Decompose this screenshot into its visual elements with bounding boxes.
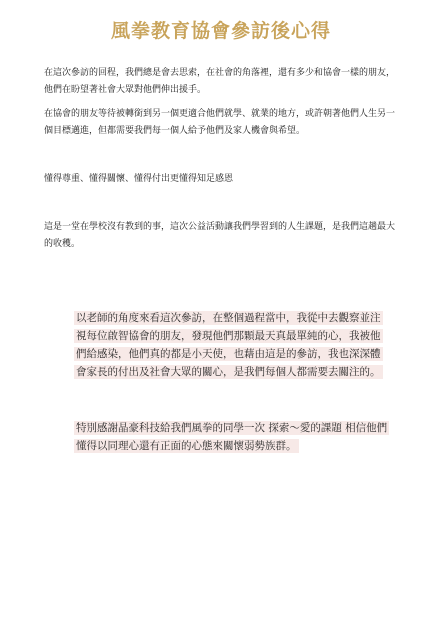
- paragraph-motto: 懂得尊重、懂得關懷、懂得付出更懂得知足感恩: [44, 174, 234, 184]
- thanks-quote-text: 特別感謝晶豪科技給我們風拳的同學一次 探索～愛的課題 相信他們懂得以同理心還有正面的心態來關懷弱勢族群。: [76, 422, 388, 452]
- teacher-quote: [74, 309, 390, 381]
- paragraph-reflection: 在這次參訪的回程，我們總是會去思索，在社會的角落裡，還有多少和協會一樣的朋友，他們在盼望著社會大眾對他們伸出援手。: [44, 68, 396, 95]
- thanks-quote: [74, 419, 390, 455]
- teacher-quote-text: 以老師的角度來看這次參訪，在整個過程當中，我從中去觀察並注視每位啟智協會的朋友，發現他們那顆最天真最單純的心，我被他們給感染，他們真的都是小天使，也藉由這是的參訪，我也深深體會家長的付出及社會大眾的關心，是我們每個人都需要去關注的。: [76, 312, 381, 378]
- paragraph-friends-future: 在協會的朋友等待被轉銜到另一個更適合他們就學、就業的地方，或許朝著他們人生另一個目標邁進，但都需要我們每一個人給予他們及家人機會與希望。: [44, 109, 396, 136]
- document-title: 風拳教育協會參訪後心得: [110, 20, 331, 42]
- paragraph-lesson: 這是一堂在學校沒有教到的事，這次公益活動讓我們學習到的人生課題，是我們這趟最大的收穫。: [44, 222, 396, 249]
